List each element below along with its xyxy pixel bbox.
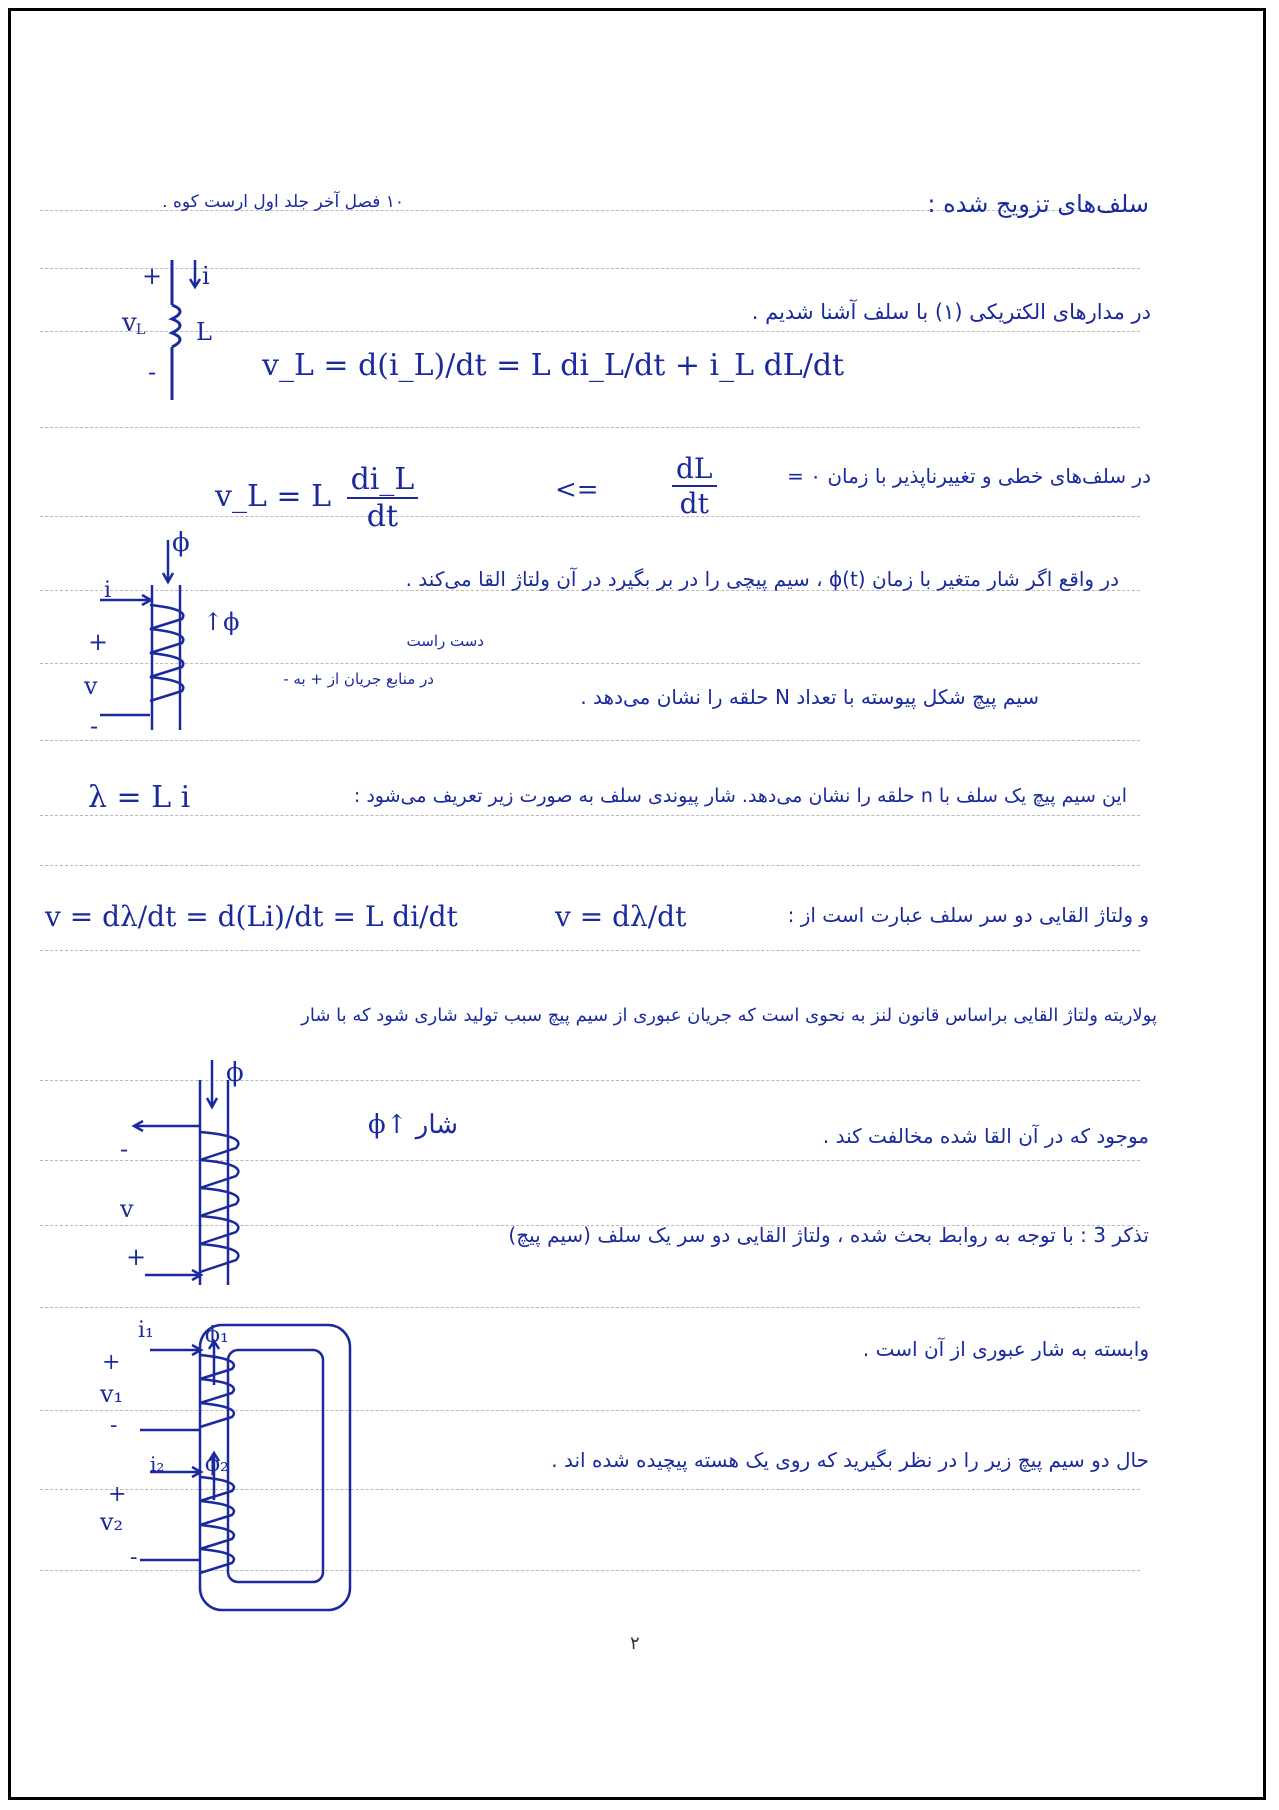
fig4-plus-2: + (108, 1482, 127, 1507)
fig4-voltage-1: v₁ (100, 1380, 124, 1408)
coupled-coils-figure (100, 1315, 360, 1615)
right-hand-note: دست راست (406, 632, 484, 650)
page-number: ۲ (630, 1633, 640, 1654)
fig1-plus: + (142, 262, 163, 290)
fig2-voltage: v (84, 672, 98, 700)
fig2-plus: + (88, 628, 109, 656)
reference-note: ۱۰ فصل آخر جلد اول ارست کوه . (162, 192, 404, 212)
fig4-minus-1: - (110, 1413, 118, 1438)
fig4-minus-2: - (130, 1545, 138, 1570)
paragraph-8: موجود که در آن القا شده مخالفت کند . (822, 1124, 1149, 1148)
equation-inductor-voltage-full: v_L = d(i_L)/dt = L di_L/dt + i_L dL/dt (262, 348, 845, 383)
fraction (347, 462, 419, 534)
paragraph-4: سیم پیچ شکل پیوسته با تعداد N حلقه را نشان می‌دهد . (580, 685, 1039, 709)
fig3-minus: - (120, 1135, 129, 1163)
equation-lhs: v_L = L (215, 479, 332, 514)
paragraph-11: حال دو سیم پیچ زیر را در نظر بگیرید که روی یک هسته پیچیده شده اند . (551, 1448, 1149, 1472)
fig3-voltage: v (120, 1195, 134, 1223)
implies-arrow: <= (555, 475, 599, 505)
fig1-voltage: v (122, 308, 137, 338)
ruled-line (40, 950, 1140, 951)
paragraph-1: در مدارهای الکتریکی (۱) با سلف آشنا شدیم . (751, 300, 1151, 324)
equation-flux-linkage: λ = L i (88, 780, 191, 815)
fig4-current-2: i₂ (150, 1452, 165, 1476)
fig4-flux-2: ϕ₂ (205, 1452, 229, 1477)
fig1-inductance: L (196, 318, 212, 346)
fig4-voltage-2: v₂ (100, 1508, 124, 1536)
fraction-numerator: di_L (347, 462, 419, 499)
paragraph-5: این سیم پیچ یک سلف با n حلقه را نشان می‌دهد. شار پیوندی سلف به صورت زیر تعریف می‌شود : (353, 785, 1127, 807)
ruled-line (40, 815, 1140, 816)
flux-label: ϕ↑ شار (368, 1110, 459, 1140)
equation-linear-inductor (215, 462, 418, 534)
fraction-numerator: dL (672, 452, 717, 487)
fig4-current-1: i₁ (138, 1318, 154, 1343)
fig3-plus: + (126, 1243, 147, 1271)
fraction-denominator: dt (366, 499, 399, 534)
ruled-line (40, 865, 1140, 866)
condition-fraction (672, 452, 717, 520)
ruled-line (40, 1307, 1140, 1308)
fig3-flux: ϕ (226, 1058, 244, 1088)
phi-up-label: ↑ϕ (203, 608, 240, 636)
fig4-flux-1: ϕ₁ (205, 1323, 229, 1348)
fig1-subscript: L (136, 322, 146, 338)
fig1-current: i (202, 262, 210, 290)
fraction-denominator: dt (679, 487, 709, 520)
paragraph-10: وابسته به شار عبوری از آن است . (862, 1337, 1149, 1361)
equation-induced-voltage-short: v = dλ/dt (555, 900, 687, 933)
paragraph-7: پولاریته ولتاژ القایی براساس قانون لنز به نحوی است که جریان عبوری از سیم پیچ سبب تولید شاری شود که با شار (301, 1005, 1157, 1026)
equation-induced-voltage: v = dλ/dt = d(Li)/dt = L di/dt (45, 900, 458, 933)
paragraph-2: در سلف‌های خطی و تغییرناپذیر با زمان ۰ = (787, 464, 1151, 488)
ruled-line (40, 427, 1140, 428)
paragraph-9: تذکر 3 : با توجه به روابط بحث شده ، ولتاژ القایی دو سر یک سلف (سیم پیچ) (508, 1223, 1149, 1247)
fig2-minus: - (90, 712, 99, 740)
fig2-current: i (104, 578, 112, 603)
ruled-line (40, 740, 1140, 741)
fig2-flux: ϕ (172, 528, 190, 558)
ruled-line (40, 516, 1140, 517)
page-title: سلف‌های تزویج شده : (927, 190, 1149, 218)
source-rule-note: در منابع جریان از + به - (283, 670, 434, 688)
paragraph-3: در واقع اگر شار متغیر با زمان (ϕ(t ، سیم پیچی را در بر بگیرد در آن ولتاژ القا می‌کند . (405, 567, 1119, 591)
fig1-minus: - (148, 358, 157, 386)
fig4-plus-1: + (102, 1350, 121, 1375)
paragraph-6: و ولتاژ القایی دو سر سلف عبارت است از : (787, 903, 1149, 927)
